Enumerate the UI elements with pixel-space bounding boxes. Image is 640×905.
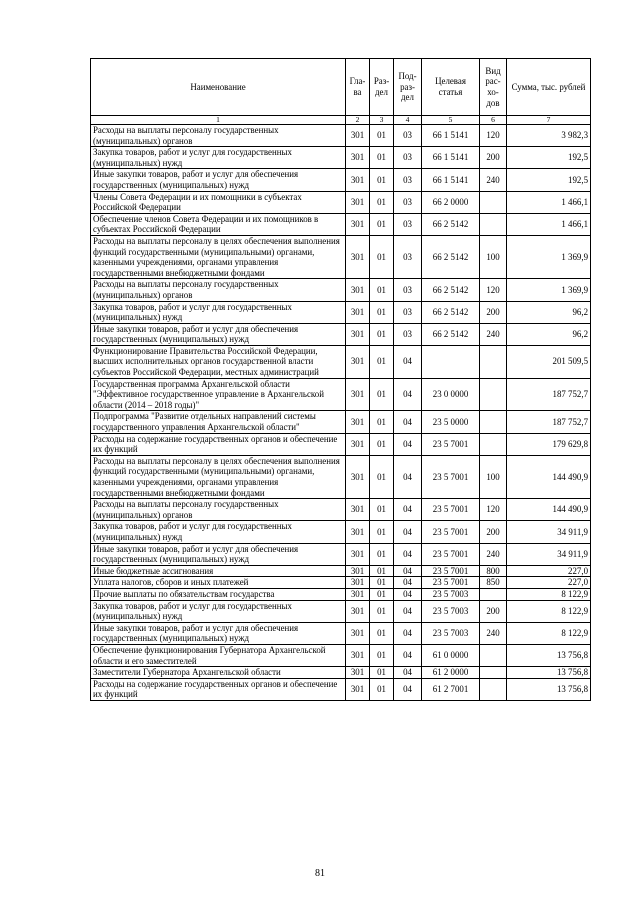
row-name-cell: Закупка товаров, работ и услуг для государственных (муниципальных) нужд: [91, 521, 346, 543]
row-name-cell: Расходы на выплаты персоналу государственных (муниципальных) органов: [91, 499, 346, 521]
budget-table: [90, 58, 591, 701]
row-podrazdel-cell: 04: [394, 433, 422, 455]
row-sum-cell: 13 756,8: [507, 678, 591, 700]
table-row: [91, 213, 591, 235]
row-podrazdel-cell: 03: [394, 147, 422, 169]
row-vid-cell: 240: [480, 543, 507, 565]
row-name-cell: Подпрограмма "Развитие отдельных направлений системы государственного управления Архангельской области": [91, 411, 346, 433]
row-razdel-cell: 01: [370, 279, 394, 301]
row-glava-cell: 301: [346, 644, 370, 666]
row-vid-cell: 120: [480, 125, 507, 147]
row-target-cell: 23 5 7001: [422, 543, 480, 565]
row-podrazdel-cell: 04: [394, 644, 422, 666]
row-target-cell: 66 2 0000: [422, 191, 480, 213]
row-razdel-cell: 01: [370, 521, 394, 543]
row-glava-cell: 301: [346, 169, 370, 191]
table-row: [91, 565, 591, 577]
row-sum-cell: 8 122,9: [507, 588, 591, 600]
header-name: Наименование: [91, 59, 346, 116]
table-row: [91, 169, 591, 191]
row-razdel-cell: 01: [370, 577, 394, 589]
table-row: [91, 577, 591, 589]
row-vid-cell: 120: [480, 279, 507, 301]
row-podrazdel-cell: 03: [394, 235, 422, 278]
row-razdel-cell: 01: [370, 455, 394, 498]
row-podrazdel-cell: 04: [394, 588, 422, 600]
header-vid: Вид рас-хо-дов: [480, 59, 507, 116]
row-razdel-cell: 01: [370, 169, 394, 191]
row-target-cell: 23 5 7001: [422, 521, 480, 543]
column-number: 2: [346, 116, 370, 125]
row-podrazdel-cell: 04: [394, 499, 422, 521]
row-glava-cell: 301: [346, 345, 370, 378]
column-number: 4: [394, 116, 422, 125]
row-podrazdel-cell: 04: [394, 345, 422, 378]
table-row: [91, 521, 591, 543]
row-razdel-cell: 01: [370, 543, 394, 565]
row-podrazdel-cell: 04: [394, 543, 422, 565]
row-vid-cell: [480, 378, 507, 411]
row-vid-cell: [480, 433, 507, 455]
row-target-cell: 23 5 7001: [422, 565, 480, 577]
row-target-cell: 61 0 0000: [422, 644, 480, 666]
row-razdel-cell: 01: [370, 125, 394, 147]
table-row: [91, 301, 591, 323]
row-target-cell: 23 5 0000: [422, 411, 480, 433]
row-target-cell: 66 1 5141: [422, 125, 480, 147]
row-glava-cell: 301: [346, 279, 370, 301]
row-glava-cell: 301: [346, 600, 370, 622]
row-vid-cell: [480, 411, 507, 433]
row-sum-cell: 8 122,9: [507, 600, 591, 622]
row-razdel-cell: 01: [370, 600, 394, 622]
row-glava-cell: 301: [346, 213, 370, 235]
table-row: [91, 191, 591, 213]
row-podrazdel-cell: 04: [394, 577, 422, 589]
row-vid-cell: 100: [480, 235, 507, 278]
row-vid-cell: [480, 644, 507, 666]
row-glava-cell: 301: [346, 147, 370, 169]
row-glava-cell: 301: [346, 577, 370, 589]
row-sum-cell: 201 509,5: [507, 345, 591, 378]
row-razdel-cell: 01: [370, 499, 394, 521]
table-row: [91, 323, 591, 345]
header-sum: Сумма, тыс. рублей: [507, 59, 591, 116]
row-sum-cell: 1 369,9: [507, 235, 591, 278]
row-vid-cell: 200: [480, 147, 507, 169]
table-row: [91, 455, 591, 498]
row-sum-cell: 1 369,9: [507, 279, 591, 301]
row-podrazdel-cell: 03: [394, 279, 422, 301]
row-razdel-cell: 01: [370, 213, 394, 235]
row-name-cell: Закупка товаров, работ и услуг для государственных (муниципальных) нужд: [91, 301, 346, 323]
row-name-cell: Иные закупки товаров, работ и услуг для обеспечения государственных (муниципальных) нужд: [91, 543, 346, 565]
row-razdel-cell: 01: [370, 433, 394, 455]
page-number: 81: [315, 868, 325, 879]
row-sum-cell: 227,0: [507, 565, 591, 577]
row-razdel-cell: 01: [370, 622, 394, 644]
row-razdel-cell: 01: [370, 345, 394, 378]
table-row: [91, 499, 591, 521]
row-target-cell: 23 5 7003: [422, 600, 480, 622]
row-glava-cell: 301: [346, 543, 370, 565]
table-row: [91, 667, 591, 679]
row-glava-cell: 301: [346, 678, 370, 700]
row-target-cell: 23 5 7001: [422, 577, 480, 589]
row-vid-cell: [480, 213, 507, 235]
row-sum-cell: 1 466,1: [507, 213, 591, 235]
row-glava-cell: 301: [346, 378, 370, 411]
row-podrazdel-cell: 03: [394, 323, 422, 345]
table-row: [91, 678, 591, 700]
row-glava-cell: 301: [346, 667, 370, 679]
header-razdel: Раз-дел: [370, 59, 394, 116]
row-podrazdel-cell: 04: [394, 600, 422, 622]
row-target-cell: 23 5 7001: [422, 499, 480, 521]
row-sum-cell: 192,5: [507, 147, 591, 169]
row-podrazdel-cell: 03: [394, 213, 422, 235]
row-name-cell: Иные бюджетные ассигнования: [91, 565, 346, 577]
row-vid-cell: 240: [480, 622, 507, 644]
row-vid-cell: 240: [480, 323, 507, 345]
row-podrazdel-cell: 03: [394, 191, 422, 213]
row-podrazdel-cell: 03: [394, 125, 422, 147]
row-vid-cell: [480, 345, 507, 378]
row-target-cell: 66 2 5142: [422, 235, 480, 278]
table-row: [91, 622, 591, 644]
row-name-cell: Заместители Губернатора Архангельской области: [91, 667, 346, 679]
row-target-cell: 23 5 7001: [422, 433, 480, 455]
row-razdel-cell: 01: [370, 411, 394, 433]
row-sum-cell: 8 122,9: [507, 622, 591, 644]
row-razdel-cell: 01: [370, 644, 394, 666]
table-row: [91, 378, 591, 411]
row-target-cell: 23 5 7001: [422, 455, 480, 498]
row-name-cell: Прочие выплаты по обязательствам государства: [91, 588, 346, 600]
row-podrazdel-cell: 04: [394, 565, 422, 577]
row-target-cell: 23 5 7003: [422, 622, 480, 644]
table-row: [91, 433, 591, 455]
row-vid-cell: 100: [480, 455, 507, 498]
row-vid-cell: 240: [480, 169, 507, 191]
row-target-cell: 61 2 7001: [422, 678, 480, 700]
row-glava-cell: 301: [346, 622, 370, 644]
row-name-cell: Расходы на выплаты персоналу государственных (муниципальных) органов: [91, 279, 346, 301]
row-sum-cell: 227,0: [507, 577, 591, 589]
row-name-cell: Иные закупки товаров, работ и услуг для обеспечения государственных (муниципальных) нужд: [91, 323, 346, 345]
row-sum-cell: 144 490,9: [507, 455, 591, 498]
table-row: [91, 588, 591, 600]
row-sum-cell: 34 911,9: [507, 543, 591, 565]
row-glava-cell: 301: [346, 301, 370, 323]
row-vid-cell: [480, 678, 507, 700]
table-row: [91, 543, 591, 565]
row-name-cell: Уплата налогов, сборов и иных платежей: [91, 577, 346, 589]
row-sum-cell: 144 490,9: [507, 499, 591, 521]
row-target-cell: 66 2 5142: [422, 279, 480, 301]
row-glava-cell: 301: [346, 565, 370, 577]
row-glava-cell: 301: [346, 411, 370, 433]
row-name-cell: Функционирование Правительства Российской Федерации, высших исполнительных органов государственной власти субъектов Российской Федерации, местных администраций: [91, 345, 346, 378]
row-target-cell: 66 2 5142: [422, 213, 480, 235]
table-row: [91, 147, 591, 169]
row-glava-cell: 301: [346, 125, 370, 147]
row-sum-cell: 34 911,9: [507, 521, 591, 543]
row-name-cell: Иные закупки товаров, работ и услуг для обеспечения государственных (муниципальных) нужд: [91, 622, 346, 644]
row-razdel-cell: 01: [370, 588, 394, 600]
table-row: [91, 279, 591, 301]
row-glava-cell: 301: [346, 499, 370, 521]
row-glava-cell: 301: [346, 323, 370, 345]
row-vid-cell: 800: [480, 565, 507, 577]
table-row: [91, 411, 591, 433]
row-podrazdel-cell: 04: [394, 667, 422, 679]
row-vid-cell: 200: [480, 521, 507, 543]
row-vid-cell: 200: [480, 600, 507, 622]
row-sum-cell: 96,2: [507, 301, 591, 323]
row-name-cell: Расходы на содержание государственных органов и обеспечение их функций: [91, 678, 346, 700]
row-target-cell: 61 2 0000: [422, 667, 480, 679]
row-podrazdel-cell: 03: [394, 169, 422, 191]
row-razdel-cell: 01: [370, 667, 394, 679]
row-razdel-cell: 01: [370, 301, 394, 323]
row-target-cell: [422, 345, 480, 378]
row-razdel-cell: 01: [370, 191, 394, 213]
row-target-cell: 66 2 5142: [422, 323, 480, 345]
table-row: [91, 125, 591, 147]
row-sum-cell: 13 756,8: [507, 667, 591, 679]
table-header: [91, 59, 591, 125]
header-target: Целевая статья: [422, 59, 480, 116]
header-podrazdel: Под-раз-дел: [394, 59, 422, 116]
column-number-row: [91, 116, 591, 125]
table-row: [91, 600, 591, 622]
header-glava: Гла-ва: [346, 59, 370, 116]
row-glava-cell: 301: [346, 191, 370, 213]
row-sum-cell: 187 752,7: [507, 411, 591, 433]
row-target-cell: 23 5 7003: [422, 588, 480, 600]
row-sum-cell: 13 756,8: [507, 644, 591, 666]
row-vid-cell: 850: [480, 577, 507, 589]
row-target-cell: 66 2 5142: [422, 301, 480, 323]
row-podrazdel-cell: 04: [394, 521, 422, 543]
row-razdel-cell: 01: [370, 147, 394, 169]
column-number: 1: [91, 116, 346, 125]
row-podrazdel-cell: 03: [394, 301, 422, 323]
row-podrazdel-cell: 04: [394, 622, 422, 644]
row-glava-cell: 301: [346, 455, 370, 498]
column-number: 7: [507, 116, 591, 125]
row-target-cell: 66 1 5141: [422, 147, 480, 169]
row-name-cell: Закупка товаров, работ и услуг для государственных (муниципальных) нужд: [91, 147, 346, 169]
row-name-cell: Обеспечение членов Совета Федерации и их помощников в субъектах Российской Федерации: [91, 213, 346, 235]
row-razdel-cell: 01: [370, 378, 394, 411]
row-razdel-cell: 01: [370, 678, 394, 700]
row-glava-cell: 301: [346, 433, 370, 455]
row-name-cell: Члены Совета Федерации и их помощники в субъектах Российской Федерации: [91, 191, 346, 213]
row-name-cell: Государственная программа Архангельской области "Эффективное государственное управление в Архангельской области (2014 – 2018 годы)": [91, 378, 346, 411]
row-name-cell: Расходы на выплаты персоналу в целях обеспечения выполнения функций государственными (муниципальными) органами, казенными учреждениями, органами управления государственными внебюджетными фондами: [91, 235, 346, 278]
table-row: [91, 345, 591, 378]
table-row: [91, 644, 591, 666]
table-body: [91, 125, 591, 701]
row-podrazdel-cell: 04: [394, 678, 422, 700]
row-glava-cell: 301: [346, 235, 370, 278]
row-sum-cell: 192,5: [507, 169, 591, 191]
row-target-cell: 23 0 0000: [422, 378, 480, 411]
row-sum-cell: 1 466,1: [507, 191, 591, 213]
row-razdel-cell: 01: [370, 323, 394, 345]
row-sum-cell: 3 982,3: [507, 125, 591, 147]
column-number: 6: [480, 116, 507, 125]
column-number: 3: [370, 116, 394, 125]
row-razdel-cell: 01: [370, 235, 394, 278]
row-razdel-cell: 01: [370, 565, 394, 577]
row-sum-cell: 96,2: [507, 323, 591, 345]
row-name-cell: Закупка товаров, работ и услуг для государственных (муниципальных) нужд: [91, 600, 346, 622]
row-vid-cell: [480, 191, 507, 213]
row-podrazdel-cell: 04: [394, 455, 422, 498]
row-vid-cell: 120: [480, 499, 507, 521]
column-number: 5: [422, 116, 480, 125]
row-name-cell: Расходы на выплаты персоналу государственных (муниципальных) органов: [91, 125, 346, 147]
row-podrazdel-cell: 04: [394, 378, 422, 411]
row-glava-cell: 301: [346, 588, 370, 600]
table-row: [91, 235, 591, 278]
row-vid-cell: 200: [480, 301, 507, 323]
row-name-cell: Расходы на выплаты персоналу в целях обеспечения выполнения функций государственными (муниципальными) органами, казенными учреждениями, органами управления государственными внебюджетными фондами: [91, 455, 346, 498]
row-vid-cell: [480, 588, 507, 600]
row-name-cell: Расходы на содержание государственных органов и обеспечение их функций: [91, 433, 346, 455]
row-name-cell: Обеспечение функционирования Губернатора Архангельской области и его заместителей: [91, 644, 346, 666]
row-name-cell: Иные закупки товаров, работ и услуг для обеспечения государственных (муниципальных) нужд: [91, 169, 346, 191]
row-glava-cell: 301: [346, 521, 370, 543]
row-sum-cell: 187 752,7: [507, 378, 591, 411]
row-target-cell: 66 1 5141: [422, 169, 480, 191]
row-sum-cell: 179 629,8: [507, 433, 591, 455]
row-vid-cell: [480, 667, 507, 679]
row-podrazdel-cell: 04: [394, 411, 422, 433]
